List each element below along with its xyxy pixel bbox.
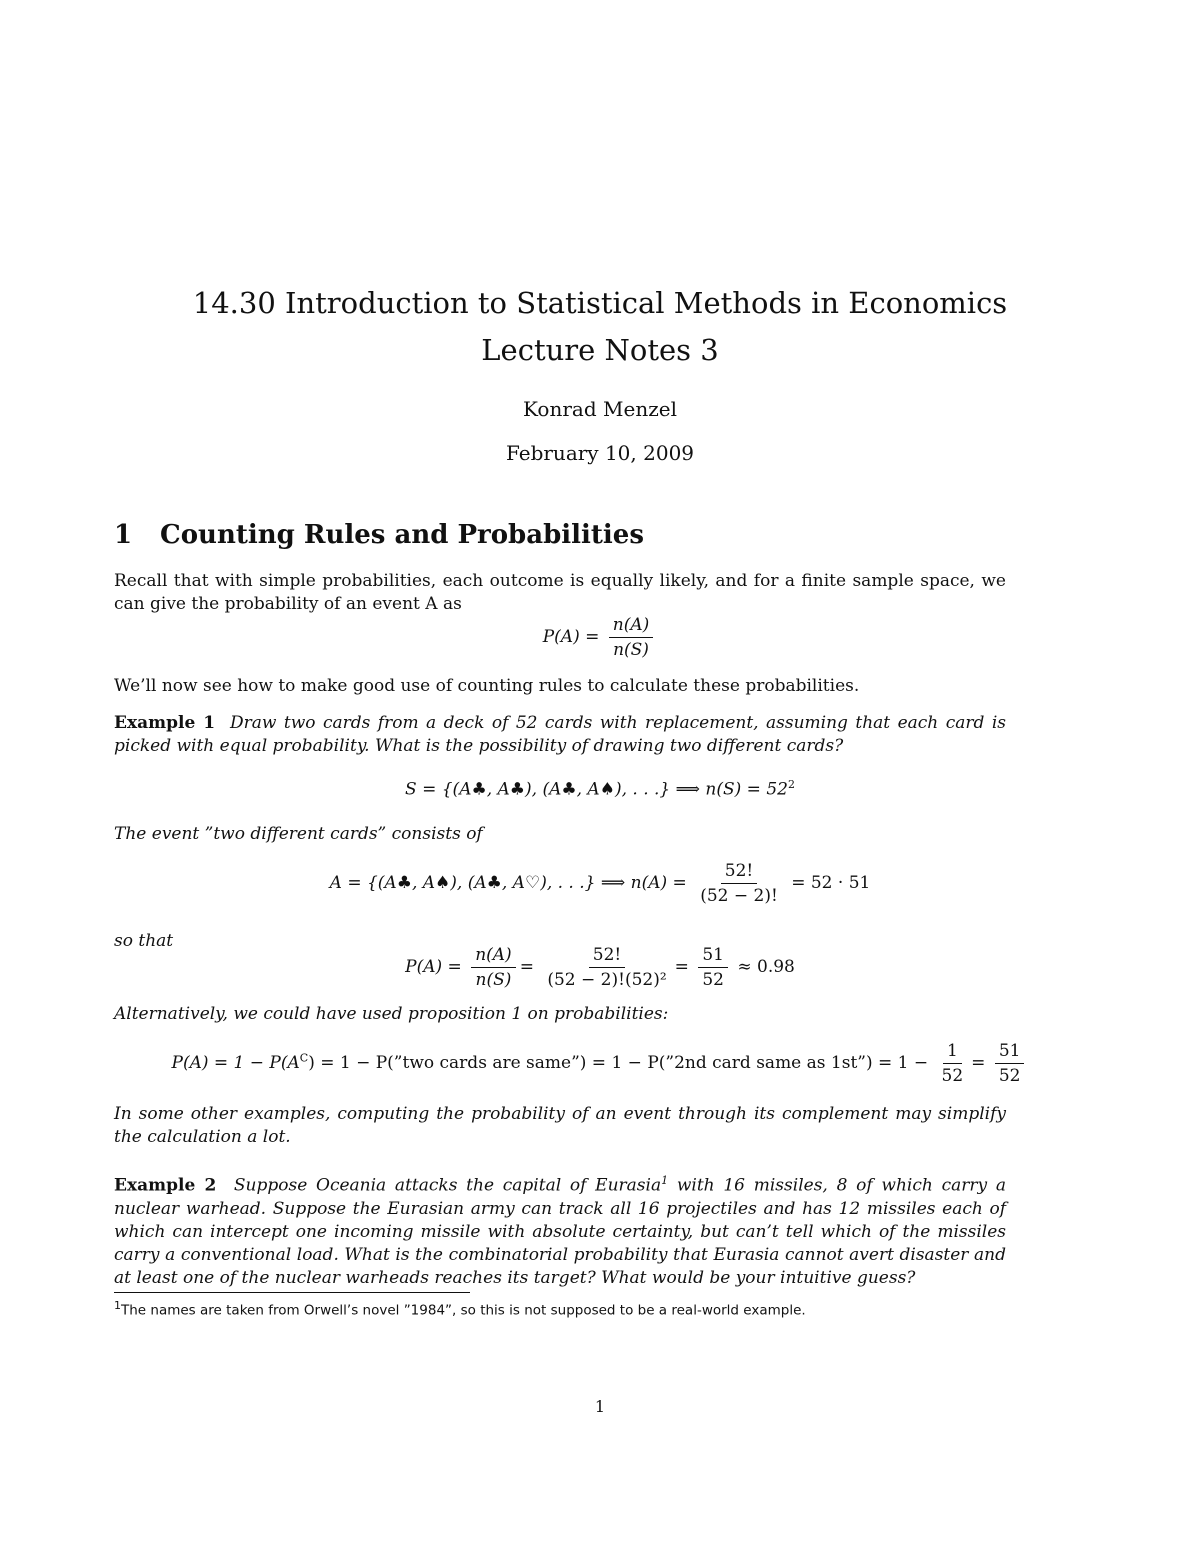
eq-event-rhs: = 52 · 51 <box>791 873 871 893</box>
fraction <box>698 944 728 991</box>
denominator: 52 <box>998 1066 1021 1086</box>
numerator: 51 <box>698 944 728 968</box>
document-title-line2: Lecture Notes 3 <box>481 333 719 367</box>
date: February 10, 2009 <box>505 441 695 465</box>
numerator: 1 <box>943 1040 962 1064</box>
numerator: n(A) <box>471 944 516 968</box>
fraction <box>609 614 654 661</box>
eq-complement-part2: ) = 1 − P(”two cards are same”) = 1 − P(”2nd card same as 1st”) = 1 − <box>308 1053 929 1073</box>
eq-prob-rhs: ≈ 0.98 <box>737 957 795 977</box>
example2-label: Example 2 <box>114 1175 217 1196</box>
numerator: 52! <box>721 860 757 884</box>
fraction <box>938 1040 968 1087</box>
author: Konrad Menzel <box>523 397 677 421</box>
footnote-rule <box>114 1292 470 1293</box>
equation-probability <box>0 614 1200 661</box>
footnote-mark: 1 <box>114 1299 121 1312</box>
example2-paragraph <box>114 1169 1006 1290</box>
equation-event-A <box>0 860 1200 907</box>
alternative-text: Alternatively, we could have used proposition 1 on probabilities: <box>114 1004 669 1024</box>
section-heading <box>114 520 644 550</box>
numerator: 52! <box>589 944 625 968</box>
eq-complement-sup: C <box>299 1051 309 1065</box>
denominator: n(S) <box>475 970 512 990</box>
eq-exponent: 2 <box>787 778 795 791</box>
footnote-marker: 1 <box>661 1174 669 1187</box>
so-that-text: so that <box>114 931 174 951</box>
denominator: (52 − 2)! <box>700 886 778 906</box>
equation-probability-A: P(A) = $\frac{n(A)}{n(S)}$ = $\frac{52!}{\text{(52 − 2)!(52)²}}$ = $\frac{51}{52}$ ≈ 0.98 <box>405 945 795 990</box>
page-number: 1 <box>594 1397 606 1416</box>
footnote <box>114 1299 1014 1319</box>
numerator: 51 <box>995 1040 1025 1064</box>
event-definition-text: The event ”two different cards” consists of <box>114 824 483 844</box>
example1-label: Example 1 <box>114 713 216 733</box>
fraction <box>995 1040 1025 1087</box>
fraction <box>471 944 516 991</box>
denominator: 52 <box>941 1066 964 1086</box>
example1-text: Draw two cards from a deck of 52 cards with replacement, assuming that each card is picked with equal probability. What is the possibility of drawing two different cards? <box>114 713 1006 756</box>
document-title-line1: 14.30 Introduction to Statistical Methods in Economics <box>192 286 1008 320</box>
eq-sample-space-text: S = {(A♣, A♣), (A♣, A♠), . . .} ⟹ n(S) = 52 <box>405 779 788 800</box>
equation-complement: $P(A) = 1 - P(A^C) = 1$ − P(”two cards are same”) = 1 − P(”2nd card same as 1st”) = 1 − $\frac{1}{52}$ = $\frac{51}{52}$ <box>0 1040 1200 1087</box>
section-title: Counting Rules and Probabilities <box>160 520 644 550</box>
example1-paragraph <box>114 712 1006 758</box>
footnote-text: The names are taken from Orwell’s novel ”1984”, so this is not supposed to be a real-world example. <box>121 1302 806 1319</box>
section-number: 1 <box>114 520 133 550</box>
eq-complement-part1: P(A) = 1 − P(A <box>171 1053 300 1073</box>
eq-lhs: P(A) = <box>542 627 600 647</box>
eq-event-lhs: A = {(A♣, A♠), (A♣, A♡), . . .} ⟹ n(A) = <box>329 873 687 893</box>
fraction <box>696 860 782 907</box>
counting-rules-sentence: We’ll now see how to make good use of counting rules to calculate these probabilities. <box>114 676 860 696</box>
example2-text-b: with 16 missiles, 8 of which carry a nuclear warhead. Suppose the Eurasian army can track all 16 projectiles and has 12 missiles each of which can intercept one incoming missile with absolute certainty, but can’t tell which of the missiles carry a conventional load. What is the combinatorial probability that Eurasia cannot avert disaster and at least one of the nuclear warheads reaches its target? What would be your intuitive guess? <box>114 1175 1006 1288</box>
complement-paragraph: In some other examples, computing the probability of an event through its complement may simplify the calculation a lot. <box>114 1104 1006 1147</box>
example2-text-a: Suppose Oceania attacks the capital of Eurasia <box>233 1175 662 1196</box>
denominator: (52 − 2)!(52)² <box>547 970 667 990</box>
intro-paragraph: Recall that with simple probabilities, each outcome is equally likely, and for a finite sample space, we can give the probability of an event A as <box>114 571 1006 614</box>
numerator: n(A) <box>609 614 654 638</box>
fraction <box>543 944 670 991</box>
denominator: n(S) <box>613 640 649 660</box>
eq-prob-lhs: P(A) = <box>405 957 462 977</box>
denominator: 52 <box>702 970 724 990</box>
equation-sample-space <box>0 778 1200 800</box>
